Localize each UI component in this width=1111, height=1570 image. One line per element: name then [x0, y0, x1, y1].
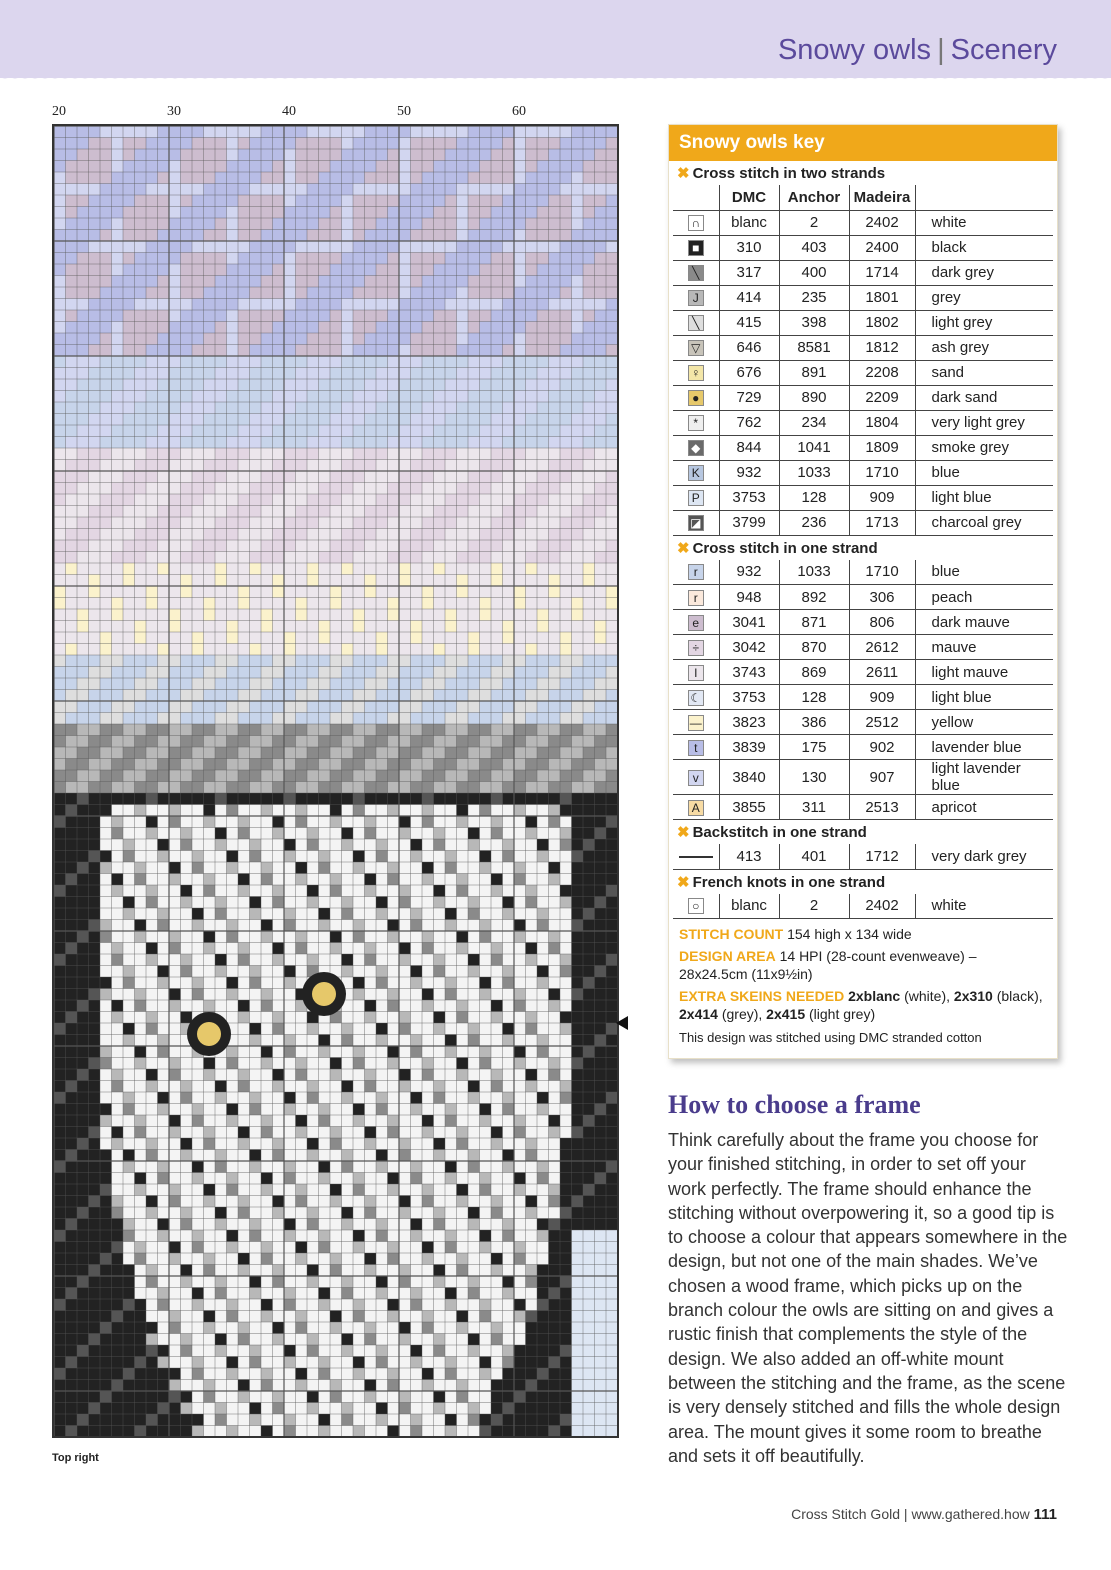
key-anchor: 130	[779, 760, 849, 795]
key-colour-name: mauve	[915, 635, 1053, 660]
key-madeira: 306	[849, 585, 915, 610]
key-row	[673, 635, 1053, 660]
thread-symbol-icon: J	[688, 290, 704, 306]
cross-icon: ✖	[677, 539, 690, 557]
column-number-30: 30	[167, 104, 181, 119]
key-colour-name: light blue	[915, 485, 1053, 510]
key-madeira: 1802	[849, 310, 915, 335]
thread-symbol-icon: e	[688, 615, 704, 631]
key-panel	[668, 124, 1058, 1059]
key-dmc: 414	[719, 285, 779, 310]
key-anchor: 235	[779, 285, 849, 310]
key-dmc: blanc	[719, 210, 779, 235]
design-area-label: DESIGN AREA	[679, 948, 776, 964]
stitch-count	[679, 925, 1047, 943]
key-row	[673, 735, 1053, 760]
key-dmc: 413	[719, 844, 779, 869]
key-anchor: 403	[779, 235, 849, 260]
key-row	[673, 585, 1053, 610]
key-row	[673, 260, 1053, 285]
key-row	[673, 560, 1053, 585]
thread-symbol-icon: A	[688, 800, 704, 816]
key-section-title: Cross stitch in two strands	[692, 165, 886, 182]
key-anchor: 311	[779, 795, 849, 820]
chart-caption: Top right	[52, 1452, 99, 1464]
key-row	[673, 485, 1053, 510]
key-dmc: 948	[719, 585, 779, 610]
key-colour-name: very light grey	[915, 410, 1053, 435]
thread-symbol-icon: ♀	[688, 365, 704, 381]
key-colour-name: black	[915, 235, 1053, 260]
key-dmc: blanc	[719, 894, 779, 919]
key-row	[673, 460, 1053, 485]
key-row	[673, 710, 1053, 735]
section-title	[778, 34, 1057, 67]
key-title: Snowy owls key	[669, 125, 1057, 161]
key-row	[673, 844, 1053, 869]
key-dmc: 932	[719, 560, 779, 585]
subsection-name: Scenery	[950, 34, 1057, 66]
key-dmc: 762	[719, 410, 779, 435]
key-dmc: 729	[719, 385, 779, 410]
extra-skein-colour: (black),	[992, 988, 1043, 1004]
stitch-count-label: STITCH COUNT	[679, 926, 784, 942]
key-row	[673, 660, 1053, 685]
key-anchor: 401	[779, 844, 849, 869]
thread-symbol-icon: ☾	[688, 690, 704, 706]
center-marker-arrow	[616, 1016, 628, 1030]
key-table	[673, 560, 1053, 821]
thread-note: This design was stitched using DMC stranded cotton	[679, 1030, 982, 1045]
key-anchor: 892	[779, 585, 849, 610]
key-madeira: 909	[849, 485, 915, 510]
thread-symbol-icon: ●	[688, 390, 704, 406]
key-dmc: 310	[719, 235, 779, 260]
key-madeira: 2402	[849, 894, 915, 919]
key-column-header: DMC	[719, 185, 779, 210]
key-column-header: Madeira	[849, 185, 915, 210]
key-madeira: 902	[849, 735, 915, 760]
thread-symbol-icon: ╲	[688, 315, 704, 331]
key-colour-name: blue	[915, 460, 1053, 485]
key-anchor: 869	[779, 660, 849, 685]
key-anchor: 175	[779, 735, 849, 760]
key-row	[673, 610, 1053, 635]
key-row	[673, 360, 1053, 385]
key-row	[673, 385, 1053, 410]
key-anchor: 234	[779, 410, 849, 435]
key-madeira: 907	[849, 760, 915, 795]
extra-skein-colour: (light grey)	[805, 1006, 876, 1022]
key-dmc: 317	[719, 260, 779, 285]
thread-symbol-icon: I	[688, 665, 704, 681]
key-colour-name: light mauve	[915, 660, 1053, 685]
key-section-heading	[669, 161, 1057, 185]
key-row	[673, 435, 1053, 460]
key-anchor: 386	[779, 710, 849, 735]
key-dmc: 3855	[719, 795, 779, 820]
key-footer	[669, 919, 1057, 1057]
key-anchor: 128	[779, 685, 849, 710]
column-number-50: 50	[397, 104, 411, 119]
stitch-count-value: 154 high x 134 wide	[787, 926, 912, 942]
key-dmc: 3823	[719, 710, 779, 735]
key-anchor: 870	[779, 635, 849, 660]
key-row	[673, 760, 1053, 795]
key-colour-name: lavender blue	[915, 735, 1053, 760]
extra-skein-qty: 2xblanc	[848, 988, 901, 1004]
extra-skein-qty: 2x310	[953, 988, 993, 1004]
key-colour-name: white	[915, 210, 1053, 235]
key-madeira: 2512	[849, 710, 915, 735]
key-colour-name: apricot	[915, 795, 1053, 820]
design-area-value: 14 HPI (28-count evenweave) – 28x24.5cm (11x9½in)	[679, 948, 977, 982]
extra-skeins-label: EXTRA SKEINS NEEDED	[679, 988, 845, 1004]
header-wave	[0, 74, 1111, 84]
key-row	[673, 510, 1053, 535]
key-dmc: 3840	[719, 760, 779, 795]
key-anchor: 8581	[779, 335, 849, 360]
key-table	[673, 185, 1053, 536]
extra-skein-colour: (grey),	[717, 1006, 767, 1022]
key-colour-name: light grey	[915, 310, 1053, 335]
key-section-heading	[669, 820, 1057, 844]
chart-column-numbers	[52, 104, 622, 122]
key-table	[673, 894, 1053, 920]
key-madeira: 2612	[849, 635, 915, 660]
key-row	[673, 235, 1053, 260]
key-dmc: 676	[719, 360, 779, 385]
key-dmc: 932	[719, 460, 779, 485]
key-anchor: 1033	[779, 560, 849, 585]
key-madeira: 1710	[849, 560, 915, 585]
key-colour-name: yellow	[915, 710, 1053, 735]
key-dmc: 3041	[719, 610, 779, 635]
key-section-heading	[669, 870, 1057, 894]
key-madeira: 2209	[849, 385, 915, 410]
key-dmc: 3753	[719, 685, 779, 710]
thread-symbol-icon: r	[688, 564, 704, 580]
backstitch-line-icon	[679, 856, 713, 858]
thread-symbol-icon: ÷	[688, 640, 704, 656]
key-madeira: 1801	[849, 285, 915, 310]
key-madeira: 1812	[849, 335, 915, 360]
key-anchor: 128	[779, 485, 849, 510]
key-anchor: 871	[779, 610, 849, 635]
key-madeira: 1804	[849, 410, 915, 435]
key-table	[673, 844, 1053, 870]
key-colour-name: dark mauve	[915, 610, 1053, 635]
extra-skein-qty: 2x415	[766, 1006, 806, 1022]
cross-icon: ✖	[677, 824, 690, 841]
page-footer: Cross Stitch Gold | www.gathered.how 111	[791, 1506, 1057, 1523]
key-section-title: Cross stitch in one strand	[692, 539, 878, 557]
key-colour-name: light blue	[915, 685, 1053, 710]
key-anchor: 2	[779, 210, 849, 235]
column-number-20: 20	[52, 104, 66, 119]
key-body	[669, 161, 1057, 919]
key-madeira: 806	[849, 610, 915, 635]
key-dmc: 3042	[719, 635, 779, 660]
key-madeira: 2402	[849, 210, 915, 235]
article-heading: How to choose a frame	[668, 1090, 921, 1119]
thread-symbol-icon: ◆	[688, 440, 704, 456]
key-section-title: French knots in one strand	[692, 873, 886, 891]
key-colour-name: blue	[915, 560, 1053, 585]
key-header-row	[673, 185, 1053, 210]
key-anchor: 400	[779, 260, 849, 285]
key-colour-name: grey	[915, 285, 1053, 310]
article-body: Think carefully about the frame you choose for your finished stitching, in order to set off your work perfectly. The frame should enhance the stitching without overpowering it, so a good tip is to choose a colour that appears somewhere in the design, but not one of the main shades. We’ve chosen a wood frame, which picks up on the branch colour the owls are sitting on and gives a rustic finish that complements the style of the design. We also added an off-white mount between the stitching and the frame, as the scene is very densely stitched and fills the whole design area. The mount gives it some room to breathe and sets it off beautifully.	[668, 1130, 1068, 1466]
thread-symbol-icon: ○	[688, 898, 704, 914]
key-madeira: 1712	[849, 844, 915, 869]
key-colour-name: light lavender blue	[915, 760, 1053, 795]
key-row	[673, 285, 1053, 310]
thread-symbol-icon: t	[688, 740, 704, 756]
key-dmc: 646	[719, 335, 779, 360]
key-colour-name: white	[915, 894, 1053, 919]
key-madeira: 1714	[849, 260, 915, 285]
key-anchor: 1033	[779, 460, 849, 485]
section-name: Snowy owls	[777, 34, 932, 66]
key-section-title: Backstitch in one strand	[692, 824, 867, 841]
magazine-url: www.gathered.how	[911, 1506, 1030, 1522]
key-dmc: 844	[719, 435, 779, 460]
key-madeira: 2513	[849, 795, 915, 820]
extra-skeins	[679, 987, 1047, 1023]
key-colour-name: dark sand	[915, 385, 1053, 410]
key-anchor: 398	[779, 310, 849, 335]
key-column-header: Anchor	[779, 185, 849, 210]
key-row	[673, 894, 1053, 919]
thread-symbol-icon: —	[689, 715, 702, 730]
key-colour-name: very dark grey	[915, 844, 1053, 869]
chart-grid	[54, 126, 619, 1438]
key-madeira: 2208	[849, 360, 915, 385]
thread-symbol-icon: ∩	[688, 215, 704, 231]
key-anchor: 891	[779, 360, 849, 385]
key-anchor: 236	[779, 510, 849, 535]
cross-stitch-chart	[52, 124, 619, 1438]
key-row	[673, 310, 1053, 335]
key-dmc: 415	[719, 310, 779, 335]
key-madeira: 1809	[849, 435, 915, 460]
extra-skein-colour: (white),	[900, 988, 954, 1004]
key-madeira: 2400	[849, 235, 915, 260]
key-dmc: 3799	[719, 510, 779, 535]
key-row	[673, 335, 1053, 360]
key-row	[673, 685, 1053, 710]
key-madeira: 1710	[849, 460, 915, 485]
cross-icon: ✖	[677, 165, 690, 182]
extra-skein-qty: 2x414	[679, 1006, 718, 1022]
key-dmc: 3839	[719, 735, 779, 760]
key-madeira: 909	[849, 685, 915, 710]
key-colour-name: sand	[915, 360, 1053, 385]
thread-symbol-icon: P	[688, 490, 704, 506]
cross-icon: ✖	[677, 873, 690, 891]
thread-symbol-icon: ◪	[688, 515, 704, 531]
thread-symbol-icon: v	[688, 770, 704, 786]
column-number-40: 40	[282, 104, 296, 119]
thread-symbol-icon: ╲	[688, 265, 704, 281]
thread-symbol-icon: r	[688, 590, 704, 606]
key-madeira: 2611	[849, 660, 915, 685]
thread-symbol-icon: K	[688, 465, 704, 481]
column-number-60: 60	[512, 104, 526, 119]
key-anchor: 1041	[779, 435, 849, 460]
key-row	[673, 410, 1053, 435]
design-area	[679, 947, 1047, 983]
key-anchor: 890	[779, 385, 849, 410]
key-section-heading	[669, 536, 1057, 560]
key-colour-name: dark grey	[915, 260, 1053, 285]
thread-symbol-icon: ▽	[688, 340, 704, 356]
key-dmc: 3753	[719, 485, 779, 510]
thread-symbol-icon: *	[688, 415, 704, 431]
page-number: 111	[1033, 1506, 1057, 1523]
key-dmc: 3743	[719, 660, 779, 685]
key-row	[673, 795, 1053, 820]
title-separator: |	[937, 34, 945, 66]
key-colour-name: ash grey	[915, 335, 1053, 360]
key-anchor: 2	[779, 894, 849, 919]
key-row	[673, 210, 1053, 235]
key-colour-name: peach	[915, 585, 1053, 610]
key-colour-name: smoke grey	[915, 435, 1053, 460]
key-colour-name: charcoal grey	[915, 510, 1053, 535]
magazine-name: Cross Stitch Gold	[791, 1506, 901, 1522]
key-madeira: 1713	[849, 510, 915, 535]
thread-symbol-icon: ■	[688, 240, 704, 256]
